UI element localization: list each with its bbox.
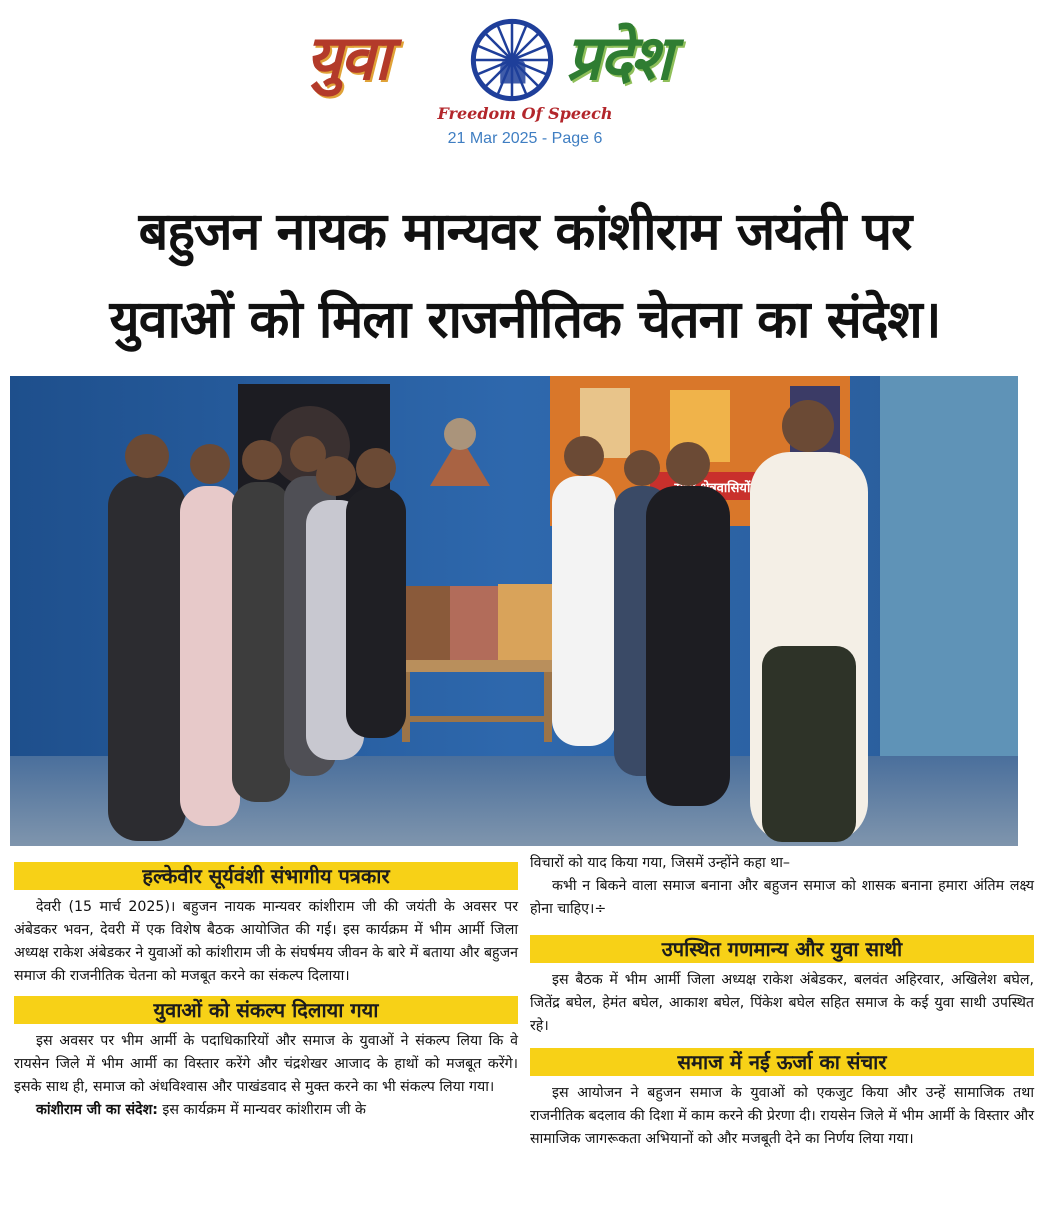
- masthead-name-right: प्रदेश: [566, 21, 671, 94]
- message-continued: विचारों को याद किया गया, जिसमें उन्होंने कहा था–: [530, 855, 790, 871]
- article-column-right: [530, 852, 1034, 1151]
- ashoka-chakra-icon: [470, 18, 554, 102]
- masthead: [0, 0, 1050, 160]
- masthead-tagline: Freedom Of Speech: [437, 104, 613, 123]
- photo-illustration: [10, 376, 1018, 846]
- byline: हल्केवीर सूर्यवंशी संभागीय पत्रकार: [14, 862, 518, 890]
- section3-heading: समाज में नई ऊर्जा का संचार: [530, 1048, 1034, 1076]
- headline-line-1: बहुजन नायक मान्यवर कांशीराम जयंती पर: [138, 202, 912, 262]
- section3-text: इस आयोजन ने बहुजन समाज के युवाओं को एकजुट किया और उन्हें सामाजिक तथा राजनीतिक बदलाव की दिशा में काम करने की प्रेरणा दी। रायसेन जिले में भीम आर्मी के विस्तार और सामाजिक जागरूकता अभियानों को और मजबूती देने का निर्णय लिया गया।: [530, 1085, 1034, 1147]
- message-label: कांशीराम जी का संदेश:: [36, 1102, 158, 1118]
- message-text: इस कार्यक्रम में मान्यवर कांशीराम जी के: [157, 1102, 366, 1118]
- section1-heading: युवाओं को संकल्प दिलाया गया: [14, 996, 518, 1024]
- masthead-name-left: युवा: [306, 21, 389, 94]
- article-intro: देवरी (15 मार्च 2025)। बहुजन नायक मान्यवर कांशीराम जी की जयंती के अवसर पर अंबेडकर भवन, देवरी में एक विशेष बैठक आयोजित की गई। इस कार्यक्रम में भीम आर्मी जिला अध्यक्ष राकेश अंबेडकर ने युवाओं को कांशीराम जी के संघर्षमय जीवन के बारे में बताया और बहुजन समाज की राजनीतिक चेतना को मजबूत करने का संकल्प दिलाया।: [14, 899, 518, 984]
- masthead-dateline: 21 Mar 2025 - Page 6: [447, 130, 603, 147]
- article-column-left: [14, 852, 518, 1122]
- section2-heading: उपस्थित गणमान्य और युवा साथी: [530, 935, 1034, 963]
- article-photo: [10, 376, 1018, 846]
- headline: [20, 188, 1030, 364]
- headline-line-2: युवाओं को मिला राजनीतिक चेतना का संदेश।: [109, 290, 941, 350]
- section1-text: इस अवसर पर भीम आर्मी के पदाधिकारियों और समाज के युवाओं ने संकल्प लिया कि वे रायसेन जिले में भीम आर्मी का विस्तार करेंगे और चंद्रशेखर आजाद के हाथों को मजबूत करेंगे। इसके साथ ही, समाज को अंधविश्वास और पाखंडवाद से मुक्त करने का भी संकल्प लिया गया।: [14, 1033, 518, 1095]
- quote: कभी न बिकने वाला समाज बनाना और बहुजन समाज को शासक बनाना हमारा अंतिम लक्ष्य होना चाहिए।÷: [530, 878, 1034, 917]
- section2-text: इस बैठक में भीम आर्मी जिला अध्यक्ष राकेश अंबेडकर, बलवंत अहिरवार, अखिलेश बघेल, जितेंद्र बघेल, हेमंत बघेल, आकाश बघेल, पिंकेश बघेल सहित समाज के कई युवा साथी उपस्थित रहे।: [530, 972, 1034, 1034]
- banner-text: क्षेत्रवासियों: [700, 481, 751, 496]
